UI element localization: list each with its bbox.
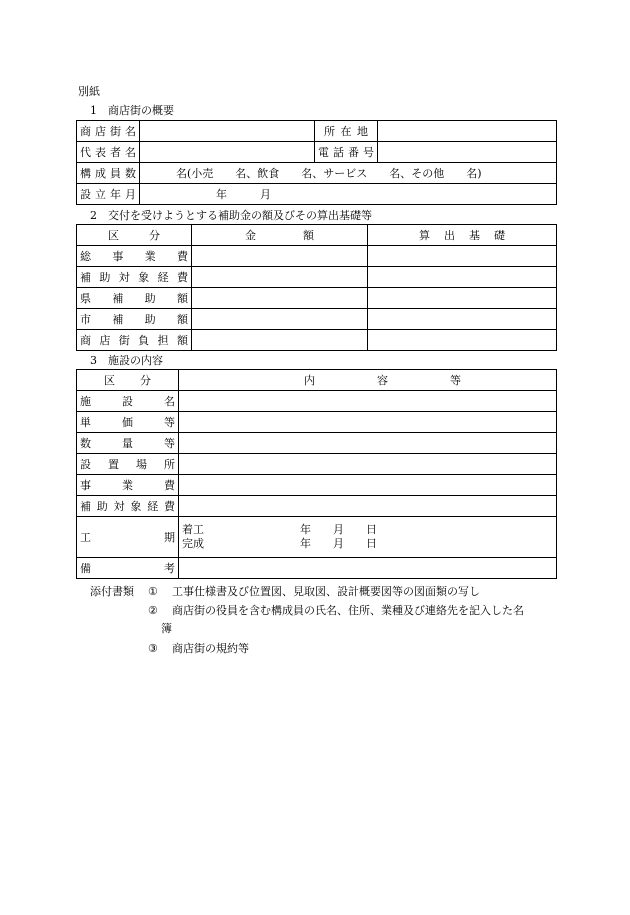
label-char: 費 bbox=[176, 270, 188, 284]
table-row bbox=[77, 517, 557, 558]
facility-table bbox=[76, 369, 557, 579]
label-char: 成 bbox=[95, 166, 106, 180]
label-char: 金 bbox=[245, 228, 256, 242]
input-location[interactable] bbox=[378, 121, 557, 142]
input-cell[interactable] bbox=[192, 309, 368, 330]
table-row bbox=[77, 184, 557, 205]
label-store-share bbox=[80, 335, 188, 346]
period-start-label: 着工 bbox=[182, 523, 204, 536]
header-cell bbox=[179, 370, 557, 391]
label-char: 市 bbox=[80, 312, 91, 326]
label-char: 構 bbox=[80, 166, 91, 180]
header-basis bbox=[371, 230, 553, 241]
input-cell[interactable] bbox=[368, 330, 557, 351]
table-row bbox=[77, 163, 557, 184]
input-members[interactable]: 名(小売 名、飲食 名、サービス 名、その他 名) bbox=[140, 163, 557, 184]
label-period bbox=[80, 532, 175, 543]
label-cell bbox=[77, 267, 192, 288]
label-char: 費 bbox=[163, 499, 175, 513]
label-prefecture-subsidy bbox=[80, 293, 188, 304]
period-end-label: 完成 bbox=[182, 537, 204, 550]
label-char: 象 bbox=[130, 499, 142, 513]
label-char: 期 bbox=[164, 530, 175, 544]
label-cell bbox=[77, 184, 140, 205]
label-cell bbox=[77, 330, 192, 351]
attachment-title: 別紙 bbox=[78, 85, 100, 98]
label-cell bbox=[77, 496, 179, 517]
label-char: 事 bbox=[112, 249, 124, 263]
label-char: 表 bbox=[95, 145, 106, 159]
label-char: 額 bbox=[176, 333, 188, 347]
label-char: 助 bbox=[144, 291, 156, 305]
label-char: 量 bbox=[122, 436, 133, 450]
label-representative bbox=[80, 147, 136, 158]
label-cell bbox=[77, 517, 179, 558]
label-char: 員 bbox=[110, 166, 121, 180]
input-cell[interactable] bbox=[368, 267, 557, 288]
label-char: 助 bbox=[144, 312, 156, 326]
input-phone[interactable] bbox=[378, 142, 557, 163]
table-header-row bbox=[77, 225, 557, 246]
input-cell[interactable] bbox=[179, 412, 557, 433]
label-char: 額 bbox=[176, 312, 188, 326]
label-phone bbox=[318, 147, 374, 158]
table-row bbox=[77, 496, 557, 517]
label-char: 区 bbox=[104, 373, 115, 387]
label-char: 業 bbox=[122, 478, 133, 492]
header-cell bbox=[368, 225, 557, 246]
attachment-2-text: 商店街の役員を含む構成員の氏名、住所、業種及び連絡先を記入した名 bbox=[172, 604, 524, 617]
overview-table bbox=[76, 120, 557, 205]
label-char: 経 bbox=[147, 499, 159, 513]
label-cell bbox=[77, 121, 140, 142]
label-char: 電 bbox=[318, 145, 329, 159]
label-char: 考 bbox=[164, 561, 175, 575]
label-char: 助 bbox=[99, 270, 111, 284]
label-cell bbox=[77, 246, 192, 267]
label-char: 容 bbox=[377, 373, 388, 387]
table-row bbox=[77, 142, 557, 163]
label-cell bbox=[77, 309, 192, 330]
label-char: 業 bbox=[144, 249, 156, 263]
label-char: 単 bbox=[80, 415, 91, 429]
table-row bbox=[77, 288, 557, 309]
label-unit-price bbox=[80, 417, 175, 428]
section2-heading: 2 交付を受けようとする補助金の額及びその算出基礎等 bbox=[90, 209, 372, 222]
label-char: 在 bbox=[340, 124, 352, 138]
header-content bbox=[182, 375, 553, 386]
label-char: 補 bbox=[112, 312, 124, 326]
period-start-date: 年 月 日 bbox=[300, 523, 377, 536]
label-char: 県 bbox=[80, 291, 91, 305]
attachment-1-text: 工事仕様書及び位置図、見取図、設計概要図等の図面類の写し bbox=[172, 585, 480, 598]
label-char: 区 bbox=[108, 228, 119, 242]
label-char: 礎 bbox=[494, 228, 505, 242]
label-char: 数 bbox=[80, 436, 91, 450]
label-total-cost bbox=[80, 251, 188, 262]
label-founded bbox=[80, 189, 136, 200]
attachment-2-mark: ② bbox=[148, 604, 158, 617]
label-char: 補 bbox=[112, 291, 124, 305]
label-char: 商 bbox=[80, 333, 91, 347]
label-store-name bbox=[80, 126, 136, 137]
label-char: 名 bbox=[125, 124, 136, 138]
attachment-2-continuation: 簿 bbox=[161, 622, 172, 635]
label-char: 事 bbox=[80, 478, 91, 492]
input-founded[interactable]: 年 月 bbox=[140, 184, 557, 205]
label-char: 総 bbox=[80, 249, 91, 263]
table-header-row bbox=[77, 370, 557, 391]
label-char: 出 bbox=[444, 228, 455, 242]
table-row bbox=[77, 454, 557, 475]
input-cell[interactable] bbox=[368, 309, 557, 330]
label-char: 対 bbox=[113, 499, 125, 513]
input-cell[interactable] bbox=[179, 475, 557, 496]
subsidy-table bbox=[76, 224, 557, 351]
header-amount bbox=[195, 230, 364, 241]
attachment-3-text: 商店街の規約等 bbox=[172, 642, 249, 655]
input-cell[interactable] bbox=[368, 288, 557, 309]
table-row bbox=[77, 330, 557, 351]
label-eligible-cost bbox=[80, 501, 175, 512]
label-char: 街 bbox=[118, 333, 130, 347]
label-cell bbox=[315, 121, 378, 142]
label-project-cost bbox=[80, 480, 175, 491]
label-char: 対 bbox=[118, 270, 130, 284]
label-char: 地 bbox=[357, 124, 368, 138]
table-row bbox=[77, 475, 557, 496]
table-row bbox=[77, 391, 557, 412]
label-cell bbox=[77, 412, 179, 433]
input-cell[interactable] bbox=[192, 246, 368, 267]
section3-heading: 3 施設の内容 bbox=[90, 354, 163, 367]
label-char: 象 bbox=[138, 270, 150, 284]
label-char: 助 bbox=[96, 499, 108, 513]
table-row bbox=[77, 309, 557, 330]
label-char: 設 bbox=[80, 187, 91, 201]
input-cell[interactable] bbox=[179, 558, 557, 579]
label-char: 名 bbox=[125, 145, 136, 159]
label-char: 分 bbox=[140, 373, 151, 387]
input-cell[interactable] bbox=[179, 433, 557, 454]
attachments-label: 添付書類 bbox=[90, 585, 134, 598]
period-end-line bbox=[182, 537, 553, 551]
label-eligible-cost bbox=[80, 272, 188, 283]
input-cell[interactable] bbox=[192, 267, 368, 288]
attachment-3-mark: ③ bbox=[148, 642, 158, 655]
label-char: 者 bbox=[110, 145, 121, 159]
label-char: 店 bbox=[95, 124, 106, 138]
label-char: 年 bbox=[110, 187, 121, 201]
label-char: 費 bbox=[164, 478, 175, 492]
label-char: 番 bbox=[348, 145, 359, 159]
header-cell bbox=[77, 225, 192, 246]
label-cell bbox=[77, 391, 179, 412]
header-category bbox=[80, 375, 175, 386]
label-char: 額 bbox=[303, 228, 314, 242]
label-facility-name bbox=[80, 396, 175, 407]
input-cell[interactable] bbox=[368, 246, 557, 267]
label-char: 施 bbox=[80, 394, 91, 408]
label-char: 月 bbox=[125, 187, 136, 201]
label-char: 基 bbox=[469, 228, 480, 242]
label-char: 街 bbox=[110, 124, 121, 138]
label-char: 備 bbox=[80, 561, 91, 575]
input-cell[interactable] bbox=[179, 391, 557, 412]
label-char: 負 bbox=[138, 333, 150, 347]
label-char: 経 bbox=[157, 270, 169, 284]
label-char: 分 bbox=[149, 228, 160, 242]
label-char: 名 bbox=[164, 394, 175, 408]
label-cell bbox=[77, 454, 179, 475]
label-char: 工 bbox=[80, 530, 91, 544]
label-cell bbox=[77, 288, 192, 309]
label-cell bbox=[77, 433, 179, 454]
input-store-name[interactable] bbox=[140, 121, 315, 142]
input-representative[interactable] bbox=[140, 142, 315, 163]
label-location bbox=[318, 126, 374, 137]
input-cell[interactable] bbox=[179, 454, 557, 475]
label-cell bbox=[77, 558, 179, 579]
label-char: 内 bbox=[304, 373, 315, 387]
label-members bbox=[80, 168, 136, 179]
table-row bbox=[77, 121, 557, 142]
label-char: 場 bbox=[136, 457, 147, 471]
label-char: 置 bbox=[108, 457, 119, 471]
label-char: 額 bbox=[176, 291, 188, 305]
label-char: 立 bbox=[95, 187, 106, 201]
label-char: 担 bbox=[157, 333, 169, 347]
label-char: 商 bbox=[80, 124, 91, 138]
label-install-site bbox=[80, 459, 175, 470]
label-char: 費 bbox=[176, 249, 188, 263]
label-cell bbox=[315, 142, 378, 163]
label-char: 数 bbox=[125, 166, 136, 180]
label-char: 代 bbox=[80, 145, 91, 159]
label-char: 補 bbox=[80, 270, 91, 284]
label-char: 所 bbox=[324, 124, 335, 138]
section1-heading: 1 商店街の概要 bbox=[90, 104, 174, 117]
label-char: 設 bbox=[122, 394, 133, 408]
input-cell[interactable] bbox=[179, 496, 557, 517]
table-row bbox=[77, 433, 557, 454]
table-row bbox=[77, 246, 557, 267]
input-cell[interactable] bbox=[192, 330, 368, 351]
table-row bbox=[77, 412, 557, 433]
table-row bbox=[77, 558, 557, 579]
header-cell bbox=[192, 225, 368, 246]
label-cell bbox=[77, 163, 140, 184]
input-cell[interactable] bbox=[192, 288, 368, 309]
header-category bbox=[80, 230, 188, 241]
label-char: 所 bbox=[164, 457, 175, 471]
label-cell bbox=[77, 142, 140, 163]
label-char: 算 bbox=[419, 228, 430, 242]
label-char: 等 bbox=[164, 436, 175, 450]
label-char: 等 bbox=[450, 373, 461, 387]
label-char: 店 bbox=[99, 333, 111, 347]
label-char: 号 bbox=[363, 145, 374, 159]
label-remarks bbox=[80, 563, 175, 574]
label-char: 話 bbox=[333, 145, 344, 159]
label-cell bbox=[77, 475, 179, 496]
header-cell bbox=[77, 370, 179, 391]
label-char: 補 bbox=[80, 499, 91, 513]
label-city-subsidy bbox=[80, 314, 188, 325]
period-start-line bbox=[182, 523, 553, 537]
label-char: 価 bbox=[122, 415, 133, 429]
period-cell[interactable] bbox=[179, 517, 557, 558]
label-char: 設 bbox=[80, 457, 91, 471]
attachment-1-mark: ① bbox=[148, 585, 158, 598]
period-end-date: 年 月 日 bbox=[300, 537, 377, 550]
label-quantity bbox=[80, 438, 175, 449]
table-row bbox=[77, 267, 557, 288]
label-char: 等 bbox=[164, 415, 175, 429]
